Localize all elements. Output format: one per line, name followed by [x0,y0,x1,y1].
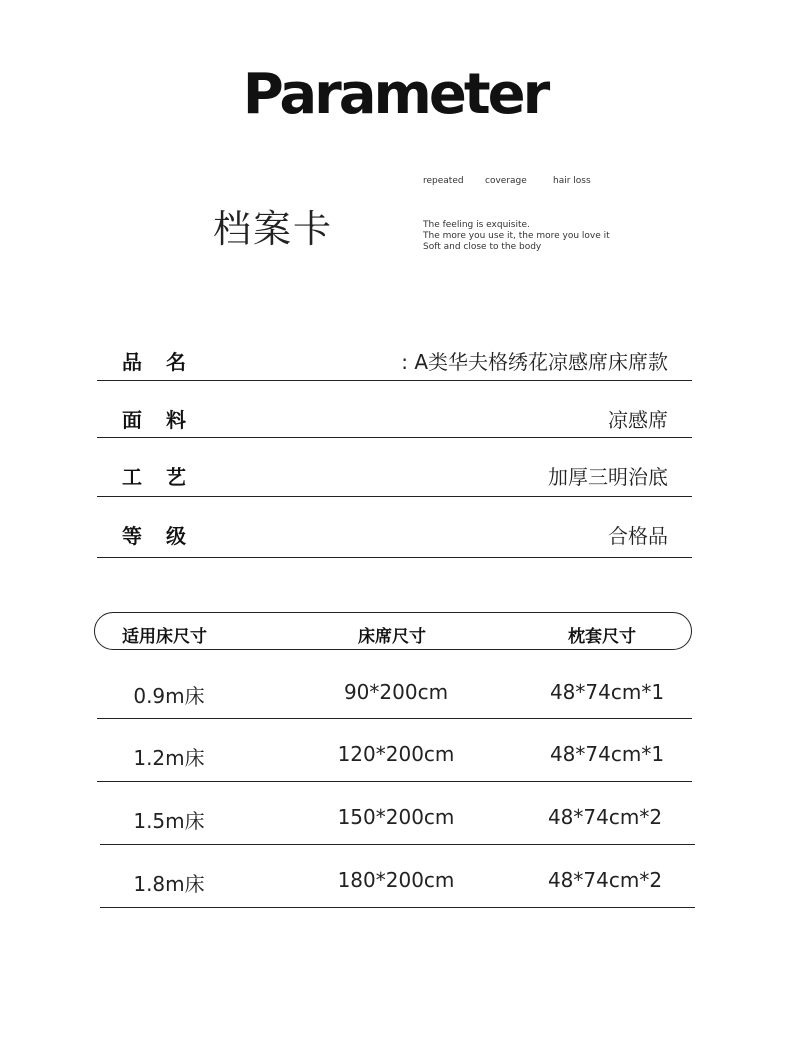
archive-card-title: 档案卡 [213,207,334,251]
description-block [423,220,610,253]
size-table-header [94,612,692,650]
tag-hair-loss: hair loss [553,176,591,186]
param-label: 工艺 [122,465,210,489]
tag-coverage: coverage [485,176,527,186]
param-value: 凉感席 [608,408,668,432]
cell-pillow-size: 48*74cm*2 [547,868,663,892]
header-pillow-size: 枕套尺寸 [568,627,636,647]
header-bed-size: 适用床尺寸 [122,627,207,647]
table-row [100,781,695,845]
param-value: : A类华夫格绣花凉感席床席款 [401,350,668,374]
description-line: Soft and close to the body [423,242,542,252]
param-row-name [97,338,692,381]
cell-pillow-size: 48*74cm*2 [547,805,663,829]
cell-mat-size: 180*200cm [337,868,455,892]
param-row-fabric [97,380,692,438]
cell-mat-size: 90*200cm [343,680,449,704]
description-line: The more you use it, the more you love it [423,231,610,241]
description-line: The feeling is exquisite. [423,220,530,230]
table-row [100,844,695,908]
cell-bed-size: 1.8m床 [133,872,205,896]
param-label: 品名 [122,350,210,374]
param-row-craft [97,437,692,497]
cell-bed-size: 1.5m床 [133,809,205,833]
table-row [97,660,692,719]
param-value: 加厚三明治底 [548,465,668,489]
cell-mat-size: 120*200cm [337,742,455,766]
table-row [97,718,692,782]
tag-repeated: repeated [423,176,464,186]
page-title: Parameter [242,62,548,127]
header-mat-size: 床席尺寸 [358,627,426,647]
cell-bed-size: 0.9m床 [133,684,205,708]
cell-pillow-size: 48*74cm*1 [549,742,665,766]
cell-pillow-size: 48*74cm*1 [549,680,665,704]
param-row-grade [97,496,692,558]
cell-mat-size: 150*200cm [337,805,455,829]
param-label: 等级 [122,524,210,548]
param-label: 面料 [122,408,210,432]
param-value: 合格品 [608,524,668,548]
cell-bed-size: 1.2m床 [133,746,205,770]
